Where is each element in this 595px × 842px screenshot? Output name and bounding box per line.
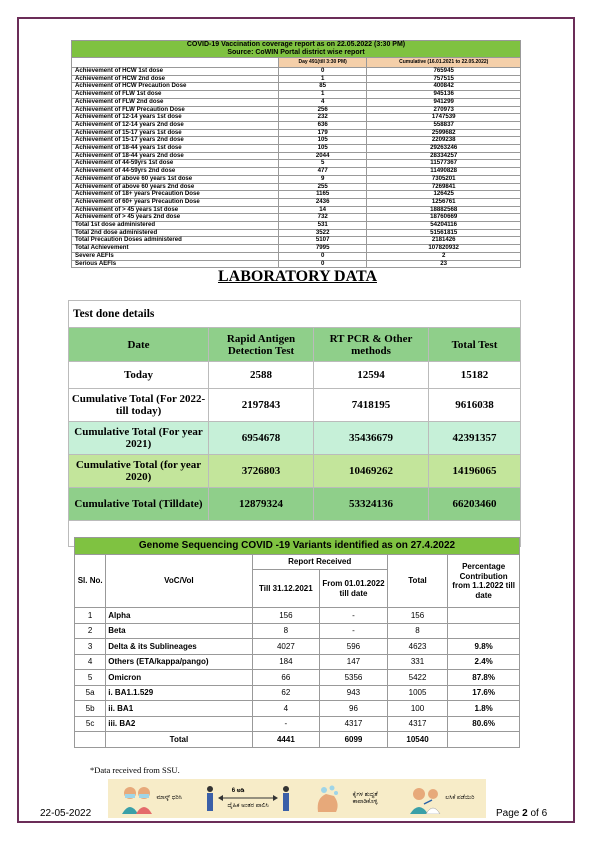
genome-cell-sl: 5 [75, 670, 106, 686]
vaccination-row-cumulative: 28334257 [367, 152, 521, 160]
vaccination-icon [408, 784, 442, 814]
lab-row [69, 488, 521, 521]
lab-section-title: LABORATORY DATA [217, 268, 377, 285]
banner-handwash: ಕೈಗಳ ಶುದ್ಧತೆ ಕಾಪಾಡಿಕೊಳ್ಳಿ [314, 784, 385, 814]
genome-header-report: Report Received [252, 555, 387, 570]
vaccination-row-label: Achievement of 44-59yrs 2nd dose [72, 168, 279, 176]
vaccination-row-label: Achievement of FLW 1st dose [72, 91, 279, 99]
vaccination-row-cumulative: 2 [367, 252, 521, 260]
vaccination-row-day: 636 [279, 121, 367, 129]
vaccination-row-cumulative: 11577367 [367, 160, 521, 168]
vaccination-row-cumulative: 2209238 [367, 137, 521, 145]
vaccination-row-cumulative: 54204116 [367, 222, 521, 230]
genome-cell-pct: 9.8% [448, 639, 520, 655]
vaccination-row-cumulative: 18760669 [367, 214, 521, 222]
genome-cell-name: i. BA1.1.529 [106, 685, 252, 701]
lab-cell-total: 66203460 [429, 488, 521, 521]
genome-cell-total: 5422 [387, 670, 448, 686]
vaccination-row-day: 3522 [279, 229, 367, 237]
genome-header-voc: VoC/VoI [106, 555, 252, 608]
vaccination-row-cumulative: 29263246 [367, 145, 521, 153]
genome-cell-pct: 80.6% [448, 716, 520, 732]
genome-cell-sl: 2 [75, 623, 106, 639]
vaccination-row [72, 245, 521, 253]
footer-page-number: Page 2 of 6 [496, 808, 548, 819]
genome-total-pct [448, 732, 520, 748]
col-cumulative-header: Cumulative (16.01.2021 to 22.05.2022) [367, 58, 521, 68]
genome-row [75, 701, 520, 717]
vaccination-row-cumulative: 126425 [367, 191, 521, 199]
genome-row [75, 623, 520, 639]
vaccination-row-cumulative: 270973 [367, 106, 521, 114]
vaccination-row-day: 4 [279, 98, 367, 106]
vaccination-row-cumulative: 2599682 [367, 129, 521, 137]
vaccination-table [71, 40, 521, 268]
vaccination-row [72, 121, 521, 129]
genome-cell-till: - [252, 716, 320, 732]
vaccination-row-day: 1 [279, 91, 367, 99]
genome-cell-sl: 5b [75, 701, 106, 717]
genome-cell-till: 62 [252, 685, 320, 701]
genome-cell-from: 596 [320, 639, 388, 655]
vaccination-row-day: 14 [279, 206, 367, 214]
genome-cell-till: 66 [252, 670, 320, 686]
lab-cell-rtpcr: 10469262 [314, 455, 429, 488]
genome-cell-total: 4317 [387, 716, 448, 732]
banner-mask: ಮಾಸ್ಕ್ ಧರಿಸಿ [120, 784, 182, 814]
genome-total-sl [75, 732, 106, 748]
lab-row [69, 422, 521, 455]
vaccination-row-label: Total 2nd dose administered [72, 229, 279, 237]
lab-cell-label: Cumulative Total (for year 2020) [69, 455, 209, 488]
vaccination-row-label: Achievement of 18+ years Precaution Dose [72, 191, 279, 199]
vaccination-row [72, 175, 521, 183]
vaccination-row-label: Severe AEFIs [72, 252, 279, 260]
genome-row [75, 670, 520, 686]
vaccination-row-label: Achievement of 12-14 years 2nd dose [72, 121, 279, 129]
lab-caption: Test done details [69, 301, 209, 328]
vaccination-row-label: Achievement of 15-17 years 2nd dose [72, 137, 279, 145]
vaccination-row-label: Achievement of HCW Precaution Dose [72, 83, 279, 91]
genome-cell-total: 8 [387, 623, 448, 639]
vaccination-row-label: Achievement of HCW 1st dose [72, 68, 279, 76]
vaccination-row-cumulative: 51561815 [367, 229, 521, 237]
genome-total-label: Total [106, 732, 252, 748]
genome-cell-pct: 1.8% [448, 701, 520, 717]
genome-cell-sl: 4 [75, 654, 106, 670]
genome-cell-name: Alpha [106, 608, 252, 624]
vaccination-row-label: Achievement of FLW Precaution Dose [72, 106, 279, 114]
genome-cell-name: Omicron [106, 670, 252, 686]
genome-header-pct: Percentage Contribution from 1.1.2022 till date [448, 555, 520, 608]
vaccination-row-day: 477 [279, 168, 367, 176]
vaccination-row-day: 5 [279, 160, 367, 168]
lab-table [68, 300, 521, 547]
lab-header-rat: Rapid Antigen Detection Test [209, 328, 314, 362]
genome-title: Genome Sequencing COVID -19 Variants identified as on 27.4.2022 [75, 538, 520, 555]
vaccination-row-label: Achievement of above 60 years 2nd dose [72, 183, 279, 191]
vaccination-row-day: 0 [279, 252, 367, 260]
footer-date: 22-05-2022 [40, 808, 92, 819]
vaccination-row-cumulative: 941299 [367, 98, 521, 106]
vaccination-row-day: 0 [279, 68, 367, 76]
lab-header-rtpcr: RT PCR & Other methods [314, 328, 429, 362]
vaccination-row-day: 256 [279, 106, 367, 114]
lab-cell-label: Today [69, 362, 209, 389]
genome-cell-from: 96 [320, 701, 388, 717]
lab-header-date: Date [69, 328, 209, 362]
footnote: *Data received from SSU. [90, 765, 180, 775]
vaccination-row-cumulative: 18882568 [367, 206, 521, 214]
genome-cell-sl: 5a [75, 685, 106, 701]
vaccination-row-label: Achievement of 18-44 years 2nd dose [72, 152, 279, 160]
genome-cell-total: 1005 [387, 685, 448, 701]
vaccination-row [72, 252, 521, 260]
mask-people-icon [120, 784, 154, 814]
genome-header-from: From 01.01.2022 till date [320, 570, 388, 608]
lab-cell-rtpcr: 35436679 [314, 422, 429, 455]
vaccination-row-label: Serious AEFIs [72, 260, 279, 268]
vaccination-row-cumulative: 11490828 [367, 168, 521, 176]
genome-cell-till: 4 [252, 701, 320, 717]
lab-cell-rtpcr: 12594 [314, 362, 429, 389]
genome-cell-name: Beta [106, 623, 252, 639]
vaccination-row-day: 85 [279, 83, 367, 91]
genome-cell-name: Delta & its Sublineages [106, 639, 252, 655]
genome-cell-name: iii. BA2 [106, 716, 252, 732]
vaccination-row-day: 255 [279, 183, 367, 191]
vaccination-row-day: 105 [279, 145, 367, 153]
vaccination-row-label: Achievement of 18-44 years 1st dose [72, 145, 279, 153]
genome-cell-sl: 1 [75, 608, 106, 624]
banner-vaccine: ಲಸಿಕೆ ಪಡೆಯಿರಿ [408, 784, 474, 814]
handwash-icon [314, 784, 342, 814]
genome-row [75, 716, 520, 732]
genome-cell-pct: 2.4% [448, 654, 520, 670]
genome-cell-sl: 3 [75, 639, 106, 655]
person-icon [205, 785, 215, 813]
vaccination-row-cumulative: 757515 [367, 75, 521, 83]
genome-cell-total: 4623 [387, 639, 448, 655]
genome-total-from: 6099 [320, 732, 388, 748]
lab-cell-rat: 12879324 [209, 488, 314, 521]
vaccination-row-label: Achievement of 12-14 years 1st dose [72, 114, 279, 122]
genome-total-till: 4441 [252, 732, 320, 748]
vaccination-row [72, 198, 521, 206]
genome-cell-from: 5356 [320, 670, 388, 686]
vaccination-row-day: 179 [279, 129, 367, 137]
banner-distance: 6 ಅಡಿ ದೈಹಿಕ ಅಂತರ ಪಾಲಿಸಿ [205, 785, 291, 813]
vaccination-row-cumulative: 2181426 [367, 237, 521, 245]
vaccination-row-day: 5107 [279, 237, 367, 245]
vaccination-row-day: 732 [279, 214, 367, 222]
genome-cell-pct: 17.6% [448, 685, 520, 701]
lab-row [69, 362, 521, 389]
genome-row [75, 639, 520, 655]
vaccination-row-cumulative: 945136 [367, 91, 521, 99]
genome-header-till: Till 31.12.2021 [252, 570, 320, 608]
genome-cell-from: 4317 [320, 716, 388, 732]
vaccination-row-label: Achievement of FLW 2nd dose [72, 98, 279, 106]
vaccination-row-label: Total 1st dose administered [72, 222, 279, 230]
genome-cell-from: 943 [320, 685, 388, 701]
genome-cell-from: - [320, 608, 388, 624]
vaccination-row-cumulative: 1747539 [367, 114, 521, 122]
vaccination-row-day: 105 [279, 137, 367, 145]
lab-header-total: Total Test [429, 328, 521, 362]
genome-table [74, 537, 520, 748]
lab-cell-label: Cumulative Total (For 2022- till today) [69, 389, 209, 422]
genome-cell-pct [448, 608, 520, 624]
vaccination-row-day: 1 [279, 75, 367, 83]
genome-header-total: Total [387, 555, 448, 608]
vaccination-row-day: 2436 [279, 198, 367, 206]
genome-cell-from: - [320, 623, 388, 639]
vaccination-row-cumulative: 400842 [367, 83, 521, 91]
vaccination-row-day: 2044 [279, 152, 367, 160]
vaccination-row-label: Achievement of HCW 2nd dose [72, 75, 279, 83]
vaccination-row-cumulative: 558837 [367, 121, 521, 129]
vaccination-row-day: 7995 [279, 245, 367, 253]
genome-cell-from: 147 [320, 654, 388, 670]
genome-cell-till: 156 [252, 608, 320, 624]
genome-cell-total: 156 [387, 608, 448, 624]
vaccination-row [72, 98, 521, 106]
vaccination-row-day: 531 [279, 222, 367, 230]
lab-row [69, 455, 521, 488]
lab-cell-label: Cumulative Total (Tilldate) [69, 488, 209, 521]
genome-cell-till: 184 [252, 654, 320, 670]
vaccination-row [72, 260, 521, 268]
vaccination-row-label: Achievement of 15-17 years 1st dose [72, 129, 279, 137]
vaccination-row-label: Achievement of above 60 years 1st dose [72, 175, 279, 183]
awareness-banner [108, 779, 486, 818]
vaccination-row-label: Achievement of 60+ years Precaution Dose [72, 198, 279, 206]
lab-cell-total: 42391357 [429, 422, 521, 455]
vaccination-row-day: 0 [279, 260, 367, 268]
lab-cell-rat: 6954678 [209, 422, 314, 455]
lab-cell-total: 14196065 [429, 455, 521, 488]
genome-cell-pct: 87.8% [448, 670, 520, 686]
genome-total-row [75, 732, 520, 748]
vaccination-row-cumulative: 7269841 [367, 183, 521, 191]
vaccination-row-day: 232 [279, 114, 367, 122]
lab-cell-label: Cumulative Total (For year 2021) [69, 422, 209, 455]
genome-cell-total: 100 [387, 701, 448, 717]
vaccination-row-cumulative: 23 [367, 260, 521, 268]
genome-cell-till: 8 [252, 623, 320, 639]
vaccination-row-cumulative: 107820932 [367, 245, 521, 253]
vaccination-row-cumulative: 765945 [367, 68, 521, 76]
col-day-header: Day 491(till 3:30 PM) [279, 58, 367, 68]
genome-row [75, 654, 520, 670]
vaccination-row-cumulative: 1256761 [367, 198, 521, 206]
genome-cell-till: 4027 [252, 639, 320, 655]
vaccination-title: COVID-19 Vaccination coverage report as on 22.05.2022 (3:30 PM) [186, 41, 406, 48]
lab-cell-rat: 2197843 [209, 389, 314, 422]
genome-row [75, 685, 520, 701]
vaccination-row-label: Total Precaution Doses administered [72, 237, 279, 245]
lab-cell-rtpcr: 7418195 [314, 389, 429, 422]
vaccination-row-day: 1165 [279, 191, 367, 199]
person-icon [281, 785, 291, 813]
genome-cell-sl: 5c [75, 716, 106, 732]
vaccination-row-label: Total Achievement [72, 245, 279, 253]
lab-cell-rat: 3726803 [209, 455, 314, 488]
vaccination-row-label: Achievement of 44-59yrs 1st dose [72, 160, 279, 168]
lab-cell-total: 15182 [429, 362, 521, 389]
lab-cell-rat: 2588 [209, 362, 314, 389]
distance-arrow-icon [218, 795, 278, 801]
vaccination-row-day: 9 [279, 175, 367, 183]
vaccination-row-cumulative: 7305201 [367, 175, 521, 183]
genome-total-total: 10540 [387, 732, 448, 748]
genome-cell-name: Others (ETA/kappa/pango) [106, 654, 252, 670]
vaccination-source: Source: CoWIN Portal district wise report [227, 49, 365, 56]
genome-cell-total: 331 [387, 654, 448, 670]
genome-cell-pct [448, 623, 520, 639]
lab-row [69, 389, 521, 422]
vaccination-row-label: Achievement of > 45 years 2nd dose [72, 214, 279, 222]
vaccination-row-label: Achievement of > 45 years 1st dose [72, 206, 279, 214]
genome-row [75, 608, 520, 624]
genome-cell-name: ii. BA1 [106, 701, 252, 717]
genome-header-sl: Sl. No. [75, 555, 106, 608]
lab-cell-rtpcr: 53324136 [314, 488, 429, 521]
lab-cell-total: 9616038 [429, 389, 521, 422]
